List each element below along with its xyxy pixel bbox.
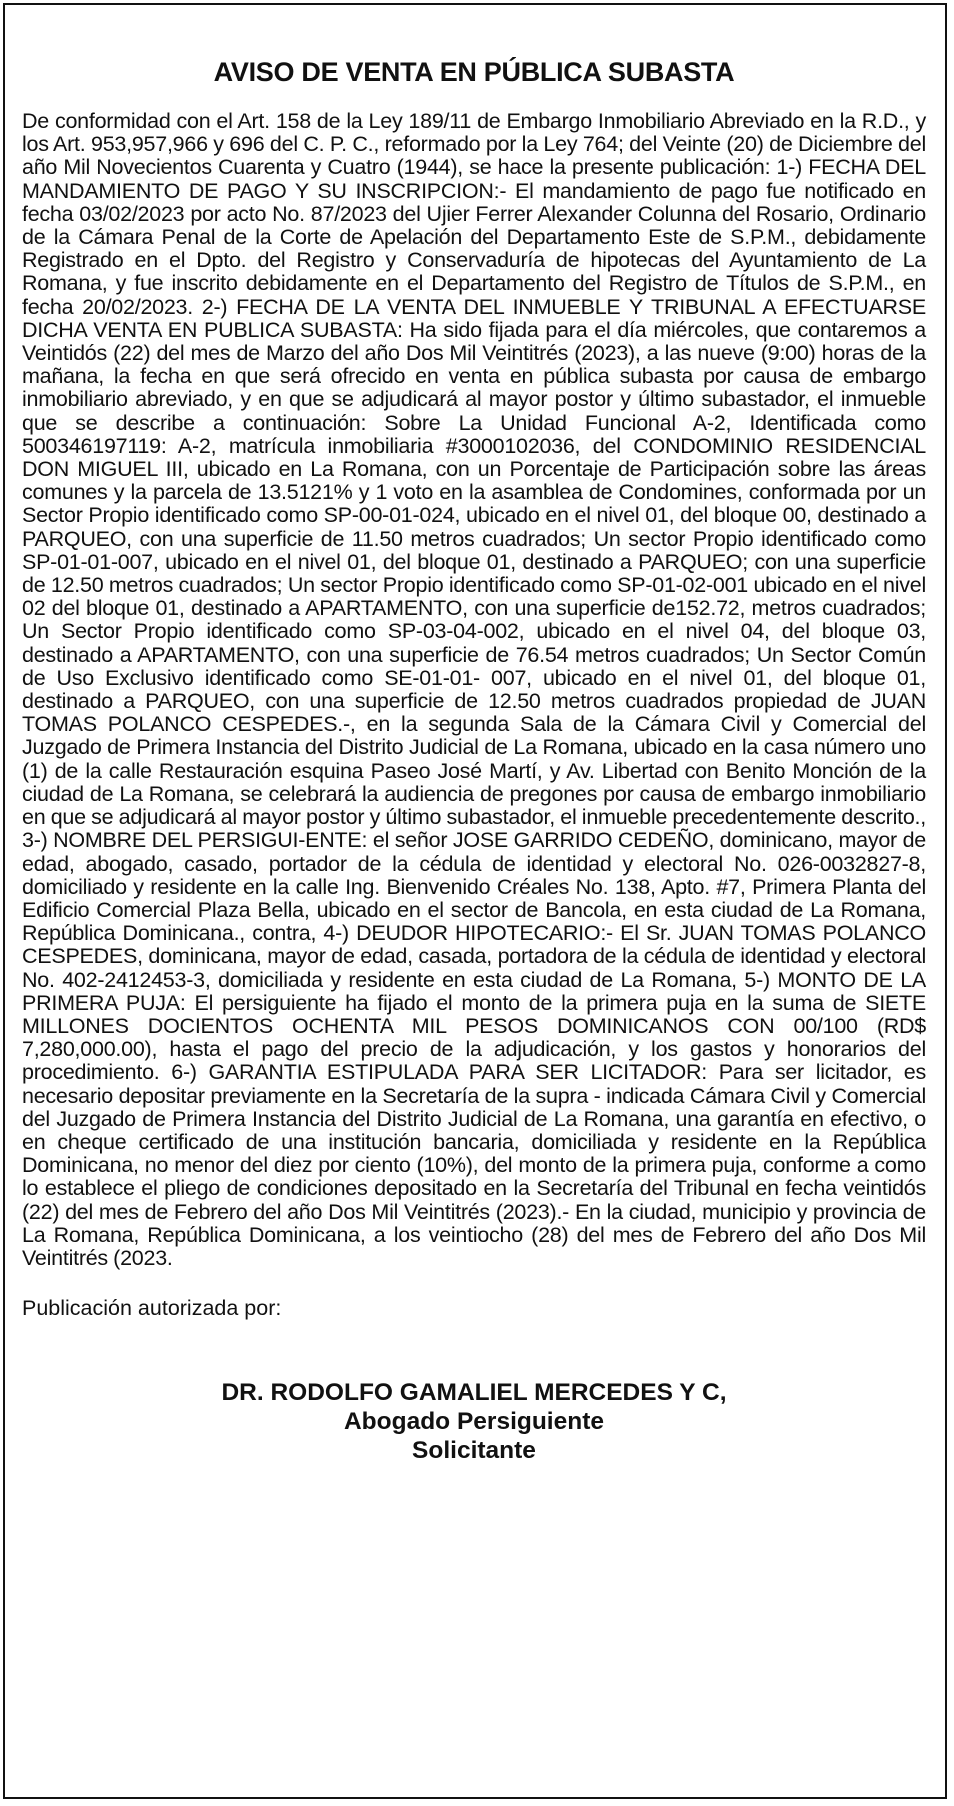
notice-title: AVISO DE VENTA EN PÚBLICA SUBASTA — [213, 57, 735, 87]
signatory-capacity: Solicitante — [412, 1437, 536, 1465]
notice-body: De conformidad con el Art. 158 de la Ley 189/11 de Embargo Inmobiliario Abreviado en la R.D., y los Art. 953,957,966 y 696 del C. P. C., reformado por la Ley 764; del Veinte (20) de Diciembre del año Mil Novecientos Cuarenta y Cuatro (1944), se hace la presente publicación: 1-) FECHA DEL MANDAMIENTO DE PAGO Y SU INSCRIPCION:- El mandamiento de pago fue notificado en fecha 03/02/2023 por acto No. 87/2023 del Ujier Ferrer Alexander Colunna del Rosario, Ordinario de la Cámara Penal de la Corte de Apelación del Departamento Este de S.P.M., debidamente Registrado en el Dpto. del Registro y Conservaduría de hipotecas del Ayuntamiento de La Romana, y fue inscrito debidamente en el Departamento del Registro de Títulos de S.P.M., en fecha 20/02/2023. 2-) FECHA DE LA VENTA DEL INMUEBLE Y TRIBUNAL A EFECTUARSE DICHA VENTA EN PUBLICA SUBASTA: Ha sido fijada para el día miércoles, que contaremos a Veintidós (22) del mes de Marzo del año Dos Mil Veintitrés (2023), a las nueve (9:00) horas de la mañana, la fecha en que será ofrecido en venta en pública subasta por causa de embargo inmobiliario abreviado, y en que se adjudicará al mayor postor y último subastador, el inmueble que se describe a continuación: Sobre La Unidad Funcional A-2, Identificada como 500346197119: A-2, matrícula inmobiliaria #3000102036, del CONDOMINIO RESIDENCIAL DON MIGUEL III, ubicado en La Romana, con un Porcentaje de Participación sobre las áreas comunes y la parcela de 13.5121% y 1 voto en la asamblea de Condomines, conformada por un Sector Propio identificado como SP-00-01-024, ubicado en el nivel 01, del bloque 00, destinado a PARQUEO, con una superficie de 11.50 metros cuadrados; Un sector Propio identificado como SP-01-01-007, ubicado en el nivel 01, del bloque 01, destinado a PARQUEO; con una superficie de 12.50 metros cuadrados; Un sector Propio identificado como SP-01-02-001 ubicado en el nivel 02 del bloque 01, destinado a APARTAMENTO, con una superficie de152.72, metros cuadrados; Un Sector Propio identificado como SP-03-04-002, ubicado en el nivel 04, del bloque 03, destinado a APARTAMENTO, con una superficie de 76.54 metros cuadrados; Un Sector Común de Uso Exclusivo identificado como SE-01-01- 007, ubicado en el nivel 01, del bloque 01, destinado a PARQUEO, con una superficie de 12.50 metros cuadrados propiedad de JUAN TOMAS POLANCO CESPEDES.-, en la segunda Sala de la Cámara Civil y Comercial del Juzgado de Primera Instancia del Distrito Judicial de La Romana, ubicado en la casa número uno (1) de la calle Restauración esquina Paseo José Martí, y Av. Libertad con Benito Monción de la ciudad de La Romana, se celebrará la audiencia de pregones por causa de embargo inmobiliario en que se adjudicará al mayor postor y último subastador, el inmueble precedentemente descrito., 3-) NOMBRE DEL PERSIGUI-ENTE: el señor JOSE GARRIDO CEDEÑO, dominicano, mayor de edad, abogado, casado, portador de la cédula de identidad y electoral No. 026-0032827-8, domiciliado y residente en la calle Ing. Bienvenido Créales No. 138, Apto. #7, Primera Planta del Edificio Comercial Plaza Bella, ubicado en el sector de Bancola, en esta ciudad de La Romana, República Dominicana., contra, 4-) DEUDOR HIPOTECARIO:- El Sr. JUAN TOMAS POLANCO CESPEDES, dominicana, mayor de edad, casada, portadora de la cédula de identidad y electoral No. 402-2412453-3, domiciliada y residente en esta ciudad de La Romana, 5-) MONTO DE LA PRIMERA PUJA: El persiguiente ha fijado el monto de la primera puja en la suma de SIETE MILLONES DOCIENTOS OCHENTA MIL PESOS DOMINICANOS CON 00/100 (RD$ 7,280,000.00), hasta el pago del precio de la adjudicación, y los gastos y honorarios del procedimiento. 6-) GARANTIA ESTIPULADA PARA SER LICITADOR: Para ser licitador, es necesario depositar previamente en la Secretaría de la supra - indicada Cámara Civil y Comercial del Juzgado de Primera Instancia del Distrito Judicial de La Romana, una garantía en efectivo, o en cheque certificado de una institución bancaria, domiciliada y residente en la República Dominicana, no menor del diez por ciento (10%), del monto de la primera puja, conforme a como lo establece el pliego de condiciones depositado en la Secretaría del Tribunal en fecha veintidós (22) del mes de Febrero del año Dos Mil Veintitrés (2023).- En la ciudad, municipio y provincia de La Romana, República Dominicana, a los veintiocho (28) del mes de Febrero del año Dos Mil Veintitrés (2023. — [22, 109, 926, 1270]
signature-block — [22, 1378, 926, 1465]
publication-authorized-line: Publicación autorizada por: — [22, 1296, 282, 1321]
signatory-name: DR. RODOLFO GAMALIEL MERCEDES Y C, — [221, 1379, 727, 1407]
notice-content — [22, 54, 926, 1465]
signatory-role: Abogado Persiguiente — [343, 1408, 604, 1436]
